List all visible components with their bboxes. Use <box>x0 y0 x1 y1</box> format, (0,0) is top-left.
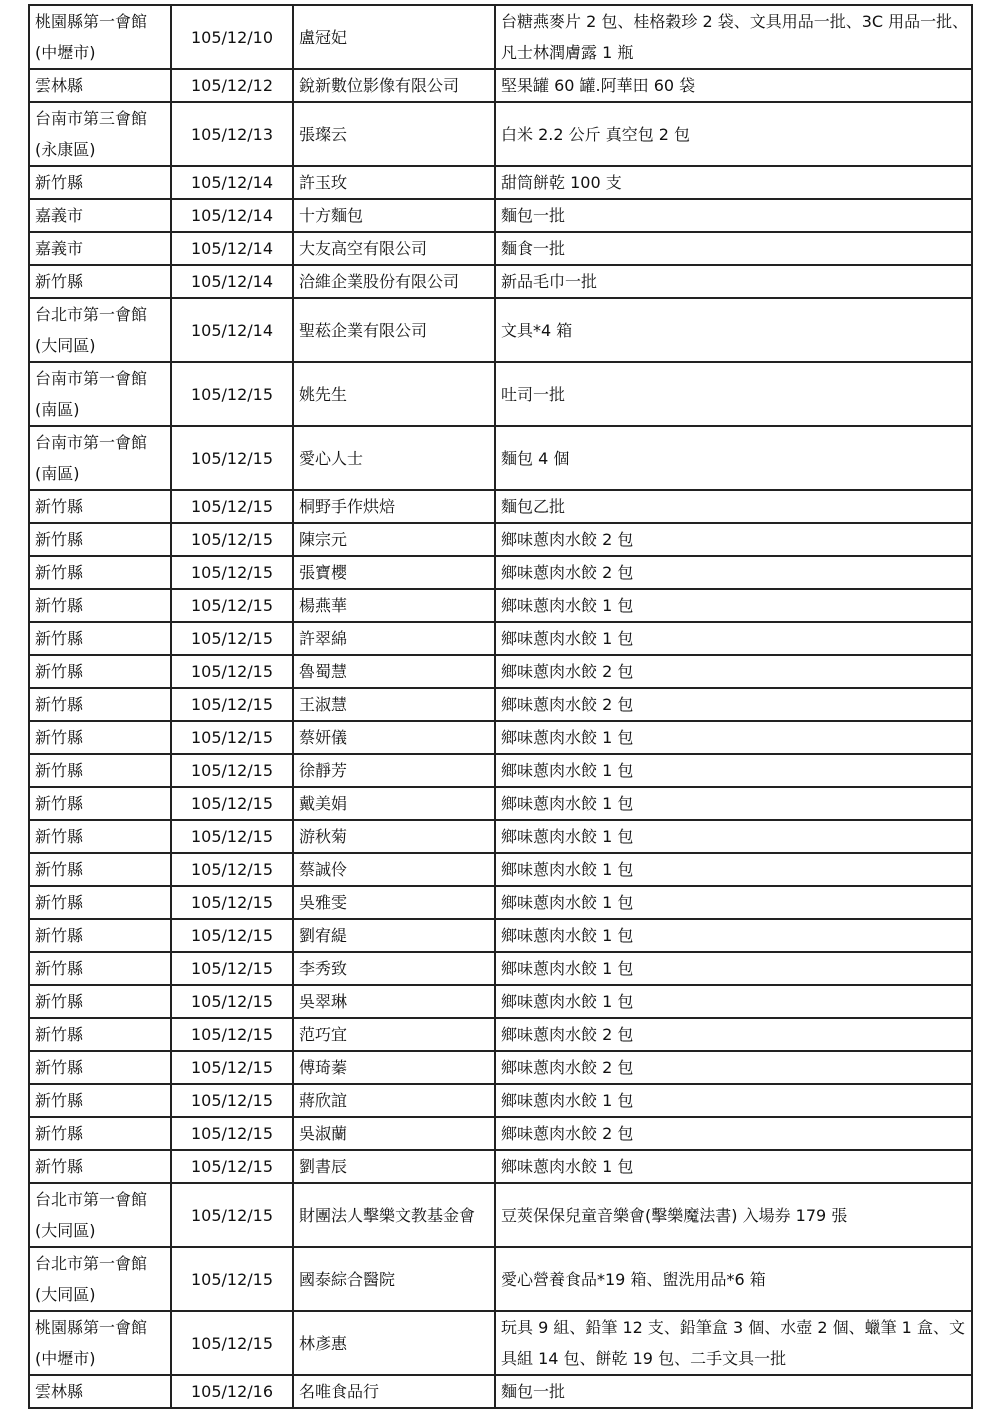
location-cell: 雲林縣 <box>29 1375 171 1408</box>
items-cell: 文具*4 箱 <box>495 298 972 362</box>
table-row <box>29 1117 972 1150</box>
donor-cell: 蔡妍儀 <box>293 721 495 754</box>
date-cell: 105/12/16 <box>171 1375 293 1408</box>
items-cell: 鄉味蔥肉水餃 2 包 <box>495 688 972 721</box>
location-cell: 嘉義市 <box>29 232 171 265</box>
date-cell: 105/12/13 <box>171 102 293 166</box>
table-row <box>29 886 972 919</box>
date-cell: 105/12/15 <box>171 688 293 721</box>
items-cell: 鄉味蔥肉水餃 1 包 <box>495 886 972 919</box>
donor-cell: 游秋菊 <box>293 820 495 853</box>
location-cell: 新竹縣 <box>29 1084 171 1117</box>
donor-cell: 銳新數位影像有限公司 <box>293 69 495 102</box>
table-row <box>29 787 972 820</box>
donor-cell: 名唯食品行 <box>293 1375 495 1408</box>
table-row <box>29 199 972 232</box>
table-row <box>29 1375 972 1408</box>
table-row <box>29 721 972 754</box>
location-cell: 新竹縣 <box>29 1018 171 1051</box>
table-row <box>29 265 972 298</box>
table-row <box>29 1051 972 1084</box>
location-cell: 新竹縣 <box>29 820 171 853</box>
date-cell: 105/12/14 <box>171 298 293 362</box>
location-cell: 新竹縣 <box>29 787 171 820</box>
donor-cell: 陳宗元 <box>293 523 495 556</box>
date-cell: 105/12/15 <box>171 1051 293 1084</box>
table-row <box>29 688 972 721</box>
location-cell: 雲林縣 <box>29 69 171 102</box>
table-row <box>29 426 972 490</box>
table-row <box>29 919 972 952</box>
donor-cell: 桐野手作烘焙 <box>293 490 495 523</box>
location-cell: 新竹縣 <box>29 655 171 688</box>
items-cell: 鄉味蔥肉水餃 2 包 <box>495 1051 972 1084</box>
location-cell: 台南市第一會館 (南區) <box>29 362 171 426</box>
table-row <box>29 1183 972 1247</box>
items-cell: 鄉味蔥肉水餃 1 包 <box>495 985 972 1018</box>
table-row <box>29 1150 972 1183</box>
table-row <box>29 232 972 265</box>
location-cell: 新竹縣 <box>29 166 171 199</box>
donor-cell: 魯蜀慧 <box>293 655 495 688</box>
items-cell: 麵包一批 <box>495 199 972 232</box>
donor-cell: 劉宥緹 <box>293 919 495 952</box>
location-cell: 新竹縣 <box>29 490 171 523</box>
table-row <box>29 298 972 362</box>
table-row <box>29 622 972 655</box>
table-row <box>29 166 972 199</box>
donor-cell: 林彥惠 <box>293 1311 495 1375</box>
location-cell: 新竹縣 <box>29 688 171 721</box>
items-cell: 鄉味蔥肉水餃 1 包 <box>495 1150 972 1183</box>
date-cell: 105/12/10 <box>171 5 293 69</box>
date-cell: 105/12/15 <box>171 787 293 820</box>
items-cell: 麵包 4 個 <box>495 426 972 490</box>
date-cell: 105/12/15 <box>171 1150 293 1183</box>
table-row <box>29 69 972 102</box>
table-row <box>29 1084 972 1117</box>
date-cell: 105/12/15 <box>171 820 293 853</box>
donor-cell: 財團法人擊樂文教基金會 <box>293 1183 495 1247</box>
donor-cell: 徐靜芳 <box>293 754 495 787</box>
location-cell: 新竹縣 <box>29 721 171 754</box>
items-cell: 鄉味蔥肉水餃 2 包 <box>495 556 972 589</box>
items-cell: 麵包一批 <box>495 1375 972 1408</box>
table-row <box>29 754 972 787</box>
location-cell: 新竹縣 <box>29 985 171 1018</box>
table-row <box>29 1247 972 1311</box>
date-cell: 105/12/15 <box>171 556 293 589</box>
donor-cell: 蔡誠伶 <box>293 853 495 886</box>
table-row <box>29 102 972 166</box>
location-cell: 新竹縣 <box>29 754 171 787</box>
items-cell: 鄉味蔥肉水餃 2 包 <box>495 1117 972 1150</box>
location-cell: 新竹縣 <box>29 853 171 886</box>
location-cell: 新竹縣 <box>29 886 171 919</box>
table-row <box>29 1311 972 1375</box>
donor-cell: 楊燕華 <box>293 589 495 622</box>
table-row <box>29 985 972 1018</box>
donor-cell: 許翠綿 <box>293 622 495 655</box>
table-row <box>29 490 972 523</box>
items-cell: 鄉味蔥肉水餃 1 包 <box>495 721 972 754</box>
date-cell: 105/12/14 <box>171 232 293 265</box>
donor-cell: 張寶櫻 <box>293 556 495 589</box>
date-cell: 105/12/15 <box>171 1183 293 1247</box>
date-cell: 105/12/15 <box>171 853 293 886</box>
date-cell: 105/12/15 <box>171 754 293 787</box>
location-cell: 台北市第一會館 (大同區) <box>29 1183 171 1247</box>
donor-cell: 十方麵包 <box>293 199 495 232</box>
table-row <box>29 655 972 688</box>
location-cell: 桃園縣第一會館 (中壢市) <box>29 1311 171 1375</box>
location-cell: 台北市第一會館 (大同區) <box>29 298 171 362</box>
donor-cell: 戴美娟 <box>293 787 495 820</box>
location-cell: 台南市第一會館 (南區) <box>29 426 171 490</box>
location-cell: 新竹縣 <box>29 622 171 655</box>
donor-cell: 吳雅雯 <box>293 886 495 919</box>
date-cell: 105/12/15 <box>171 490 293 523</box>
donor-cell: 李秀致 <box>293 952 495 985</box>
donor-cell: 洽維企業股份有限公司 <box>293 265 495 298</box>
items-cell: 愛心營養食品*19 箱、盥洗用品*6 箱 <box>495 1247 972 1311</box>
items-cell: 鄉味蔥肉水餃 2 包 <box>495 523 972 556</box>
date-cell: 105/12/14 <box>171 166 293 199</box>
donor-cell: 盧冠妃 <box>293 5 495 69</box>
date-cell: 105/12/15 <box>171 952 293 985</box>
table-row <box>29 952 972 985</box>
date-cell: 105/12/15 <box>171 886 293 919</box>
date-cell: 105/12/15 <box>171 362 293 426</box>
location-cell: 新竹縣 <box>29 1051 171 1084</box>
donation-table-body <box>29 5 972 1408</box>
table-row <box>29 362 972 426</box>
donor-cell: 許玉玫 <box>293 166 495 199</box>
table-row <box>29 820 972 853</box>
date-cell: 105/12/15 <box>171 1247 293 1311</box>
items-cell: 鄉味蔥肉水餃 2 包 <box>495 1018 972 1051</box>
date-cell: 105/12/15 <box>171 426 293 490</box>
table-row <box>29 853 972 886</box>
location-cell: 新竹縣 <box>29 952 171 985</box>
items-cell: 鄉味蔥肉水餃 2 包 <box>495 655 972 688</box>
location-cell: 新竹縣 <box>29 556 171 589</box>
location-cell: 新竹縣 <box>29 589 171 622</box>
location-cell: 新竹縣 <box>29 1117 171 1150</box>
items-cell: 甜筒餅乾 100 支 <box>495 166 972 199</box>
date-cell: 105/12/12 <box>171 69 293 102</box>
items-cell: 鄉味蔥肉水餃 1 包 <box>495 622 972 655</box>
location-cell: 台南市第三會館 (永康區) <box>29 102 171 166</box>
items-cell: 鄉味蔥肉水餃 1 包 <box>495 1084 972 1117</box>
donor-cell: 蔣欣誼 <box>293 1084 495 1117</box>
donor-cell: 范巧宜 <box>293 1018 495 1051</box>
donor-cell: 吳淑蘭 <box>293 1117 495 1150</box>
items-cell: 鄉味蔥肉水餃 1 包 <box>495 589 972 622</box>
date-cell: 105/12/14 <box>171 199 293 232</box>
donor-cell: 吳翠琳 <box>293 985 495 1018</box>
items-cell: 鄉味蔥肉水餃 1 包 <box>495 820 972 853</box>
items-cell: 鄉味蔥肉水餃 1 包 <box>495 754 972 787</box>
table-row <box>29 589 972 622</box>
donor-cell: 大友高空有限公司 <box>293 232 495 265</box>
items-cell: 鄉味蔥肉水餃 1 包 <box>495 919 972 952</box>
date-cell: 105/12/15 <box>171 721 293 754</box>
date-cell: 105/12/15 <box>171 622 293 655</box>
items-cell: 鄉味蔥肉水餃 1 包 <box>495 787 972 820</box>
donor-cell: 王淑慧 <box>293 688 495 721</box>
table-row <box>29 523 972 556</box>
table-row <box>29 556 972 589</box>
donation-table <box>28 4 973 1409</box>
items-cell: 新品毛巾一批 <box>495 265 972 298</box>
location-cell: 新竹縣 <box>29 1150 171 1183</box>
items-cell: 玩具 9 組、鉛筆 12 支、鉛筆盒 3 個、水壺 2 個、蠟筆 1 盒、文具組 14 包、餅乾 19 包、二手文具一批 <box>495 1311 972 1375</box>
items-cell: 吐司一批 <box>495 362 972 426</box>
donor-cell: 姚先生 <box>293 362 495 426</box>
items-cell: 堅果罐 60 罐.阿華田 60 袋 <box>495 69 972 102</box>
donor-cell: 劉書辰 <box>293 1150 495 1183</box>
items-cell: 麵食一批 <box>495 232 972 265</box>
date-cell: 105/12/15 <box>171 985 293 1018</box>
donor-cell: 傅琦蓁 <box>293 1051 495 1084</box>
location-cell: 嘉義市 <box>29 199 171 232</box>
items-cell: 豆莢保保兒童音樂會(擊樂魔法書) 入場券 179 張 <box>495 1183 972 1247</box>
items-cell: 麵包乙批 <box>495 490 972 523</box>
donor-cell: 張璨云 <box>293 102 495 166</box>
items-cell: 白米 2.2 公斤 真空包 2 包 <box>495 102 972 166</box>
items-cell: 台糖燕麥片 2 包、桂格穀珍 2 袋、文具用品一批、3C 用品一批、凡士林潤膚露 1 瓶 <box>495 5 972 69</box>
date-cell: 105/12/14 <box>171 265 293 298</box>
items-cell: 鄉味蔥肉水餃 1 包 <box>495 952 972 985</box>
date-cell: 105/12/15 <box>171 1311 293 1375</box>
date-cell: 105/12/15 <box>171 919 293 952</box>
date-cell: 105/12/15 <box>171 655 293 688</box>
location-cell: 新竹縣 <box>29 265 171 298</box>
location-cell: 新竹縣 <box>29 523 171 556</box>
donor-cell: 愛心人士 <box>293 426 495 490</box>
date-cell: 105/12/15 <box>171 589 293 622</box>
location-cell: 台北市第一會館 (大同區) <box>29 1247 171 1311</box>
table-row <box>29 1018 972 1051</box>
location-cell: 新竹縣 <box>29 919 171 952</box>
donor-cell: 國泰綜合醫院 <box>293 1247 495 1311</box>
table-row <box>29 5 972 69</box>
date-cell: 105/12/15 <box>171 523 293 556</box>
date-cell: 105/12/15 <box>171 1084 293 1117</box>
date-cell: 105/12/15 <box>171 1018 293 1051</box>
items-cell: 鄉味蔥肉水餃 1 包 <box>495 853 972 886</box>
location-cell: 桃園縣第一會館 (中壢市) <box>29 5 171 69</box>
date-cell: 105/12/15 <box>171 1117 293 1150</box>
donor-cell: 聖菘企業有限公司 <box>293 298 495 362</box>
